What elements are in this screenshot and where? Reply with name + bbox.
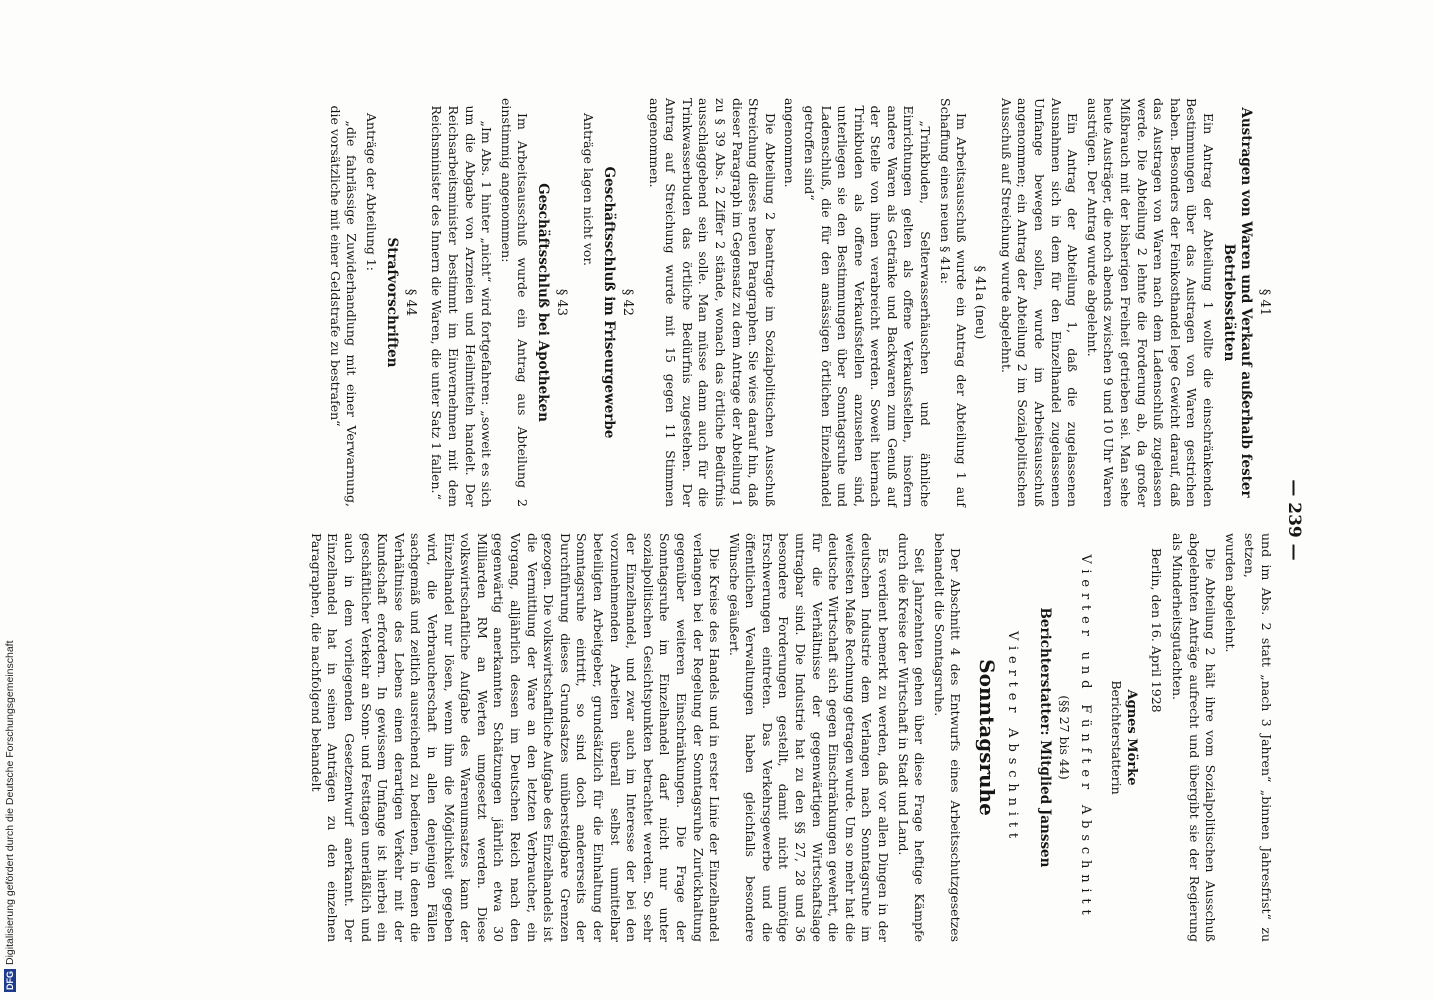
quote-43: „Im Abs. 1 hinter „nicht“ wird fortgefahren: „soweit es sich um die Abgabe von Arzneien und Heilmitteln handelt. Der Reichsarbeitsminister bestimmt im Einvernehmen mit dem Reichsminister des Innern die Waren, die unter Satz 1 fallen.“ (429, 105, 495, 507)
signer-name: Agnes Mörke (1124, 689, 1140, 786)
dfg-logo: DFG (5, 971, 15, 990)
left-column (304, 98, 1274, 507)
scanned-page-area (142, 80, 1310, 960)
section-number-41a: § 41a (neu) (972, 265, 988, 340)
paragraph-41a-result: angenommen. (782, 98, 798, 188)
section4-label: Vierter Abschnitt (1005, 631, 1021, 844)
section-range: (§§ 27 bis 44) (1057, 695, 1073, 780)
page-number: — 239 — (1284, 479, 1304, 561)
dateline: Berlin, den 16. April 1928 (1149, 548, 1165, 713)
heading-42: Geschäftsschluß im Friseurgewerbe (601, 166, 617, 439)
heading-44: Strafvorschriften (383, 237, 400, 368)
paragraph-41a-1: Die Abteilung 2 beantragte im Sozialpolitischen Ausschuß Streichung dieses neuen Paragraphen. Sie wies darauf hin, daß dieser Paragraph im Gegensatz zu dem Antrage der Abteilung 1 zu § 39 Abs. 2 Ziffer 2 stände, wonach das örtliche Bedürfnis ausschlaggebend sein solle. Man müsse dann auch für die Trinkwasserbuden das örtliche Bedürfnis zugestehen. Der Antrag auf Streichung wurde mit 15 gegen 11 Stimmen angenommen. (646, 98, 778, 507)
paragraph-41-2: Ein Antrag der Abteilung 1, daß die zugelassenen Ausnahmen sich in dem für den Einzelhandel zugelassenen Umfange bewegen sollen, wurde im Arbeitsausschuß angenommen; ein Antrag der Abteilung 2 im Sozialpolitischen Ausschuß auf Streichung wurde abgelehnt. (998, 98, 1081, 507)
digitization-strip (0, 0, 20, 1000)
heading-43: Geschäftsschluß bei Apotheken (535, 183, 552, 422)
right-column (304, 533, 1274, 942)
signer-role: Berichterstatterin (1109, 680, 1125, 795)
funding-notice: Digitalisierung gefördert durch die Deutsche Forschungsgemeinschaft (4, 640, 16, 965)
paragraph-sonntagsruhe-4: Die Kreise des Handels und in erster Linie der Einzelhandel verlangen bei der Regelung der Sonntagsruhe Zurückhaltung gegenüber weiteren Einschränkungen. Die Frage der Sonntagsruhe im Einzelhandel darf nicht nur unter sozialpolitischen Gesichtspunkten betrachtet werden. So sehr der Einzelhandel, und zwar auch im Interesse der bei den vorzunehmenden Arbeiten überall selbst unmittelbar beteiligten Arbeitgeber, grundsätzlich für die Einhaltung der Sonntagsruhe eintritt, so sind doch andererseits der Durchführung dieses Grundsatzes unübersteigbare Grenzen gezogen. Die volkswirtschaftliche Aufgabe des Einzelhandels ist die Vermittlung der Ware an den letzten Verbraucher, ein Vorgang, alljährlich dessen im Deutschen Reich nach den gegenwärtig anerkannten Schätzungen jährlich etwa 30 Milliarden RM an Werten umgesetzt werden. Diese volkswirtschaftliche Aufgabe des Warenumsatzes kann der Einzelhandel nur lösen, wenn ihm die Möglichkeit gegeben wird, die Verbraucherschaft in allen denjenigen Fällen sachgemäß und zeitlich ausreichend zu bedienen, in denen die Verhältnisse des Lebens einen derartigen Verkehr mit der Kundschaft erfordern. In gewissem Umfange ist hierbei ein geschäftlicher Verkehr an Sonn- und Festtagen unerläßlich und auch in dem vorliegenden Gesetzentwurf anerkannt. Der Einzelhandel hat in seinen Anträgen zu den einzelnen Paragraphen, die nachfolgend behandelt (308, 533, 723, 942)
continued-paragraph: Die Abteilung 2 hält ihre vom Sozialpolitischen Ausschuß abgelehnten Anträge aufrecht und übergibt sie der Regierung als Minderheitsgutachten. (1170, 533, 1219, 942)
paragraph-42: Anträge lagen nicht vor. (581, 113, 596, 267)
paragraph-sonntagsruhe-2: Seit Jahrzehnten gehen über diese Frage heftige Kämpfe durch die Kreise der Wirtschaft in Stadt und Land. (895, 533, 928, 942)
section-number-41: § 41 (1257, 288, 1272, 317)
continued-text: und im Abs. 2 statt „nach 3 Jahren“ „binnen Jahresfrist“ zu setzen, (1242, 533, 1274, 942)
paragraph-41a-intro: Im Arbeitsausschuß wurde ein Antrag der Abteilung 1 auf Schaffung eines neuen § 41a: (937, 98, 970, 507)
section4-title: Sonntagsruhe (975, 659, 1000, 816)
paragraph-sonntagsruhe-1: Der Abschnitt 4 des Entwurfs eines Arbeitsschutzgesetzes behandelt die Sonntagsruhe. (931, 533, 964, 942)
heading-41: Austragen von Waren und Verkauf außerhalb fester Betriebsstätten (1221, 107, 1254, 498)
paragraph-44-intro: Anträge der Abteilung 1: (363, 113, 379, 271)
section-number-43: § 43 (554, 288, 570, 317)
paragraph-41-1: Ein Antrag der Abteilung 1 wollte die einschränkenden Bestimmungen über das Austragen von Waren gestrichen haben. Besonders der Feinkosthandel lege Gewicht darauf, daß das Austragen von Waren nach dem Ladenschluß zugelassen werde. Die Abteilung 2 lehnte die Forderung ab, da großer Mißbrauch mit der bisherigen Freiheit getrieben sei. Man sehe heute Austräger, die noch abends zwischen 9 und 10 Uhr Waren austrügen. Der Antrag wurde abgelehnt. (1084, 98, 1216, 507)
quote-41a: „Trinkbuden, Selterwasserhäuschen und ähnliche Einrichtungen gelten als offene Verkaufsstellen, insofern andere Waren als Getränke und Backwaren zum Genuß auf der Stelle von ihnen verabreicht werden. Soweit hiernach Trinkbuden als offene Verkaufsstellen anzusehen sind, unterliegen sie den Bestimmungen über Sonntagsruhe und Ladenschluß, die für den ansässigen örtlichen Einzelhandel getroffen sind“ (801, 105, 934, 507)
paragraph-sonntagsruhe-3: Es verdient bemerkt zu werden, daß vor allen Dingen in der deutschen Industrie dem Verlangen nach Sonntagsruhe im weitesten Maße Rechnung getragen wurde. Um so mehr hat die deutsche Wirtschaft sich gegen Einschränkungen gewehrt, die für die Verhältnisse der gegenwärtigen Wirtschaftslage untragbar sind. Die Industrie hat zu den §§ 27, 28 und 36 besondere Forderungen gestellt, damit nicht unnötige Erschwerungen eintreten. Das Verkehrsgewerbe und die öffentlichen Verwaltungen haben gleichfalls besondere Wünsche geäußert. (726, 533, 892, 942)
continued-result: wurden abgelehnt. (1222, 533, 1238, 653)
section-label: Vierter und Fünfter Abschnitt (1078, 554, 1094, 921)
section-number-42: § 42 (620, 288, 635, 317)
document-page (142, 80, 1310, 960)
section-number-44: § 44 (402, 288, 418, 317)
text-columns (304, 98, 1274, 942)
reporter-line: Berichterstatter: Mitglied Janssen (1037, 607, 1054, 868)
quote-44: „die fahrlässige Zuwiderhandlung mit einer Verwarnung, die vorsätzliche mit einer Geldstrafe zu bestrafen“ (327, 105, 360, 507)
paragraph-43-intro: Im Arbeitsausschuß wurde ein Antrag aus Abteilung 2 einstimmig angenommen: (498, 98, 531, 507)
